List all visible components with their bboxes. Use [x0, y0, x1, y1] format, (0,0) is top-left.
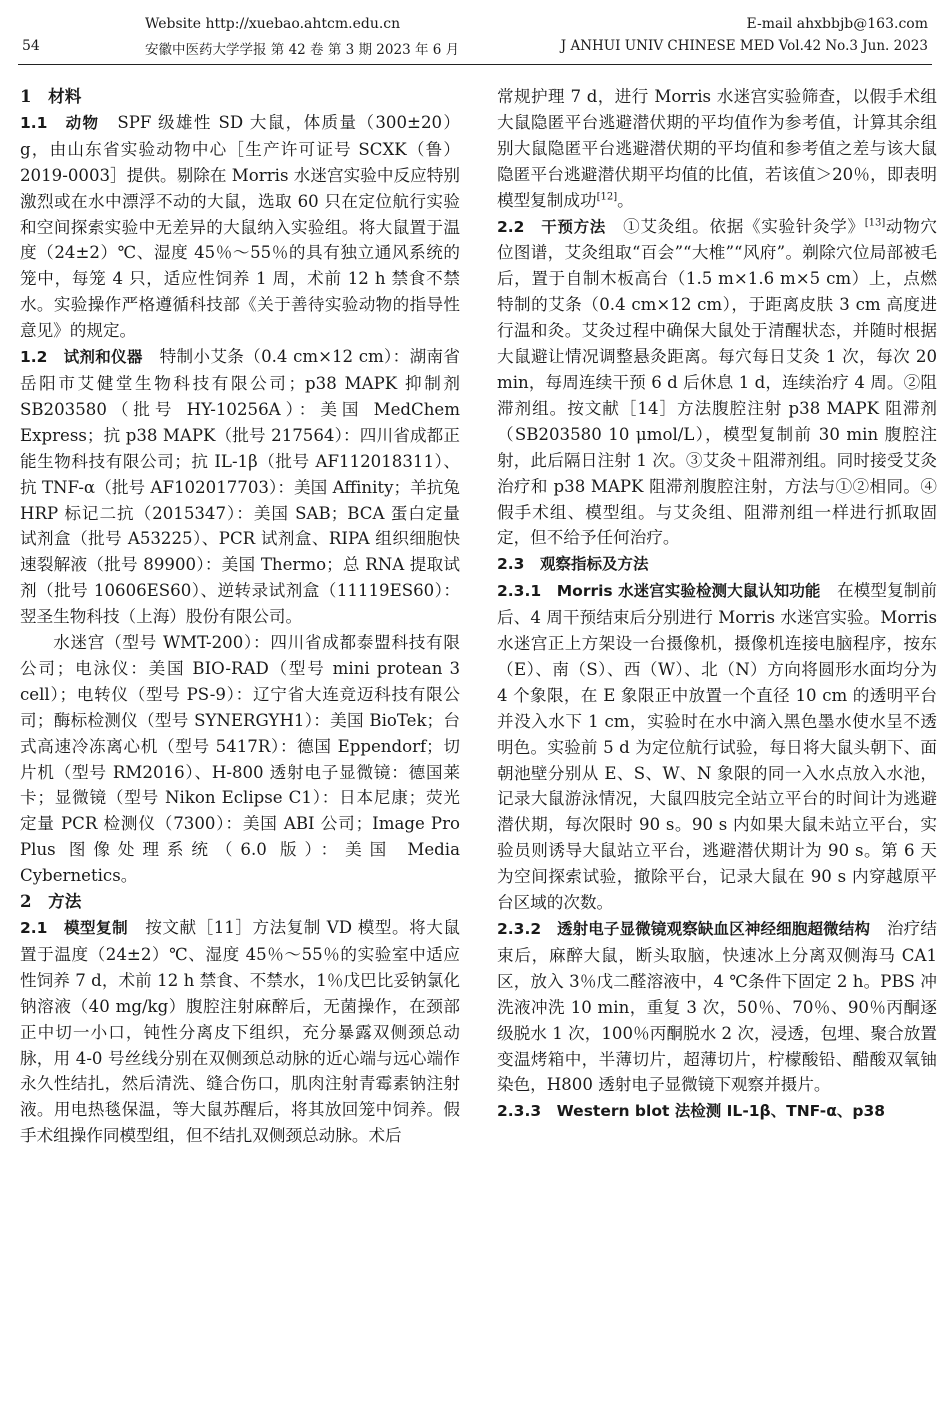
paragraph-tem [497, 916, 937, 1098]
paragraph-morris [497, 578, 937, 916]
subsection-label-western-blot: 2.3.3 Western blot 法检测 IL-1β、TNF-α、p38 [497, 1102, 886, 1121]
paragraph-intervention [497, 214, 937, 552]
intervention-text-b: 动物穴位图谱，艾灸组取“百会”“大椎”“风府”。剃除穴位局部被毛后，置于自制木板高台（1.5 m×1.6 m×5 cm）上，点燃特制的艾条（0.4 cm×12 cm），于距离皮肤 3 cm 高度进行温和灸。艾灸过程中确保大鼠处于清醒状态，并随时根据大鼠避让情况调整悬灸距离。每穴每日艾灸 1 次，每次 20 min，每周连续干预 6 d 后休息 1 d，连续治疗 4 周。②阻滞剂组。按文献［14］方法腹腔注射 p38 MAPK 阻滞剂（SB203580 10 μmol/L），模型复制前 30 min 腹腔注射，此后隔日注射 1 次。③艾灸＋阻滞剂组。同时接受艾灸治疗和 p38 MAPK 阻滞剂腹腔注射，方法与①②相同。④假手术组、模型组。与艾灸组、阻滞剂组一样进行抓取固定，但不给予任何治疗。 [497, 216, 938, 548]
reagents-text: 特制小艾条（0.4 cm×12 cm）：湖南省岳阳市艾健堂生物科技有限公司；p38 MAPK 抑制剂 SB203580（批号 HY-10256A）：美国 MedChem Express；抗 p38 MAPK（批号 217564）：四川省成都正能生物科技有限公司；抗 IL-1β（批号 AF112018311）、抗 TNF-α（批号 AF102017703）：美国 Affinity；羊抗兔 HRP 标记二抗（2015347）：美国 SAB；BCA 蛋白定量试剂盒（批号 A53225）、PCR 试剂盒、RIPA 组织细胞快速裂解液（批号 89900）：美国 Thermo；总 RNA 提取试剂（批号 10606ES60）、逆转录试剂盒（11119ES60）：翌圣生物科技（上海）股份有限公司。 [20, 347, 461, 627]
observation-heading-text: 2.3 观察指标及方法 [497, 555, 649, 574]
model-continued-end: 。 [617, 190, 634, 210]
citation-12: [12] [596, 191, 618, 203]
section-heading-methods: 2 方法 [20, 891, 82, 912]
citation-13: [13] [864, 217, 886, 228]
journal-citation-line [145, 38, 928, 58]
page-number: 54 [22, 38, 40, 54]
paragraph-western-blot [497, 1098, 937, 1125]
left-column [20, 84, 460, 1149]
paragraph-reagents [20, 344, 460, 630]
intervention-text-a: ①艾灸组。依据《实验针灸学》 [605, 216, 865, 236]
paragraph-model-continued [497, 84, 937, 214]
right-column [497, 84, 937, 1125]
journal-name-en: J ANHUI UNIV CHINESE MED Vol.42 No.3 Jun. 2023 [560, 38, 928, 54]
model-text: 按文献［11］方法复制 VD 模型。将大鼠置于温度（24±2）℃、湿度 45％～55％的实验室中适应性饲养 7 d，术前 12 h 禁食、不禁水，1％戊巴比妥钠氯化钠溶液（40 mg/kg）腹腔注射麻醉后，无菌操作，在颈部正中切一小口，钝性分离皮下组织，充分暴露双侧颈总动脉，用 4-0 号丝线分别在双侧颈总动脉的近心端与远心端作永久性结扎，然后清洗、缝合伤口，肌肉注射青霉素钠注射液。用电热毯保温，等大鼠苏醒后，将其放回笼中饲养。假手术组操作同模型组，但不结扎双侧颈总动脉。术后 [20, 918, 460, 1146]
subsection-label-animals: 1.1 动物 [20, 113, 100, 132]
subsection-label-model: 2.1 模型复制 [20, 919, 129, 937]
subsection-label-morris: 2.3.1 Morris 水迷宫实验检测大鼠认知功能 [497, 582, 821, 601]
subsection-label-tem: 2.3.2 透射电子显微镜观察缺血区神经细胞超微结构 [497, 920, 871, 938]
model-continued-text: 常规护理 7 d，进行 Morris 水迷宫实验筛查，以假手术组大鼠隐匿平台逃避潜伏期的平均值作为参考值，计算其余组别大鼠隐匿平台逃避潜伏期的平均值和参考值之差与该大鼠隐匿平台逃避潜伏期平均值的比值，若该值＞20％，即表明模型复制成功 [497, 87, 937, 210]
page-header [0, 0, 950, 70]
paragraph-model [20, 915, 460, 1149]
subsection-heading-observation [497, 551, 937, 578]
animals-text: SPF 级雄性 SD 大鼠，体质量（300±20）g，由山东省实验动物中心［生产许可证号 SCXK（鲁）2019-0003］提供。剔除在 Morris 水迷宫实验中反应特别激烈或在水中漂浮不动的大鼠，选取 60 只在定位航行实验和空间探索实验中无差异的大鼠纳入实验组。将大鼠置于温度（24±2）℃、湿度 45％～55％的具有独立通风系统的笼中，每笼 4 只，适应性饲养 1 周，术前 12 h 禁食不禁水。实验操作严格遵循科技部《关于善待实验动物的指导性意见》的规定。 [20, 112, 460, 341]
tem-text: 治疗结束后，麻醉大鼠，断头取脑，快速冰上分离双侧海马 CA1 区，放入 3％戊二醛溶液中，4 ℃条件下固定 2 h。PBS 冲洗液冲洗 10 min，重复 3 次，50％、70％、90％丙酮逐级脱水 1 次，100％丙酮脱水 2 次，浸透，包埋、聚合放置变温烤箱中，半薄切片，超薄切片，柠檬酸铅、醋酸双氧铀染色，H800 透射电子显微镜下观察并摄片。 [497, 919, 938, 1095]
subsection-label-reagents: 1.2 试剂和仪器 [20, 348, 143, 367]
section-heading-materials: 1 材料 [20, 86, 82, 106]
journal-email: E-mail ahxbbjb@163.com [746, 16, 928, 32]
paragraph-animals [20, 110, 460, 344]
morris-text: 在模型复制前后、4 周干预结束后分别进行 Morris 水迷宫实验。Morris 水迷宫正上方架设一台摄像机，摄像机连接电脑程序，按东（E）、南（S）、西（W）、北（N）方向将圆形水面均分为 4 个象限，在 E 象限正中放置一个直径 10 cm 的透明平台并没入水下 1 cm，实验时在水中滴入黑色墨水使水呈不透明色。实验前 5 d 为定位航行试验，每日将大鼠头朝下、面朝池壁分别从 E、S、W、N 象限的同一入水点放入水池，记录大鼠游泳情况，大鼠四肢完全站立平台的时间计为逃避潜伏期，每次限时 90 s。90 s 内如果大鼠未站立平台，实验员则诱导大鼠站立平台，逃避潜伏期计为 90 s。第 6 天为空间探索试验，撤除平台，记录大鼠在 90 s 内穿越原平台区域的次数。 [497, 581, 937, 913]
journal-website: Website http://xuebao.ahtcm.edu.cn [145, 16, 401, 32]
journal-name-cn: 安徽中医药大学学报 第 42 卷 第 3 期 2023 年 6 月 [145, 42, 460, 58]
subsection-label-intervention: 2.2 干预方法 [497, 217, 606, 236]
paragraph-instruments: 水迷宫（型号 WMT-200）：四川省成都泰盟科技有限公司；电泳仪：美国 BIO-RAD（型号 mini protean 3 cell）；电转仪（型号 PS-9）：辽宁省大连竞迈科技有限公司；酶标检测仪（型号 SYNERGYH1）：美国 BioTek；台式高速冷冻离心机（型号 5417R）：德国 Eppendorf；切片机（型号 RM2016）、H-800 透射电子显微镜：德国莱卡；显微镜（型号 Nikon Eclipse C1）：日本尼康；荧光定量 PCR 检测仪（7300）：美国 ABI 公司；Image Pro Plus 图像处理系统（6.0 版）：美国 Media Cybernetics。 [20, 633, 460, 886]
header-divider [18, 64, 932, 65]
